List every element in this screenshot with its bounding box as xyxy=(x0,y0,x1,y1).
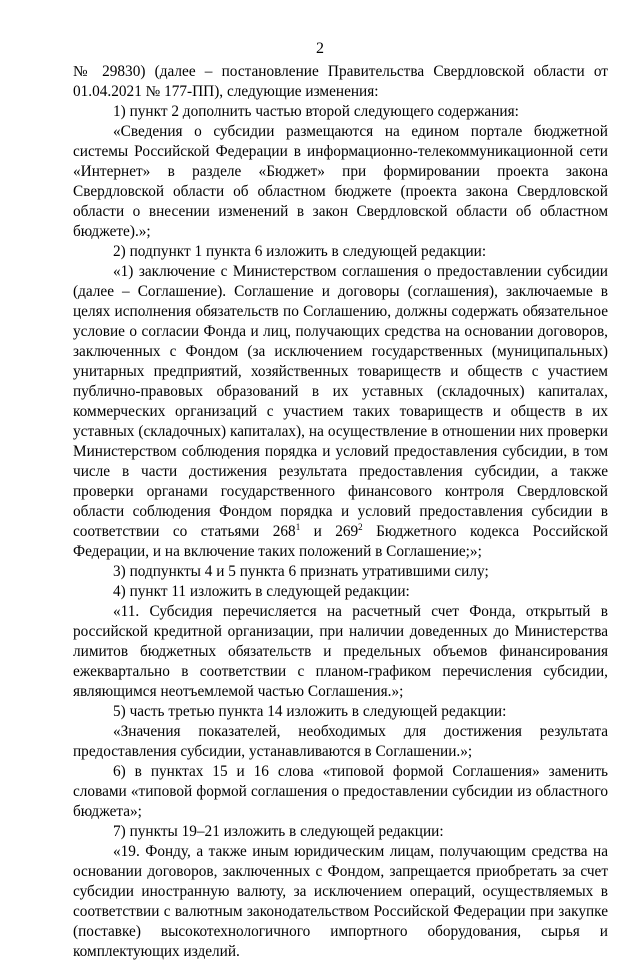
agreement-text-part-2: и 269 xyxy=(300,523,359,540)
article-superscript-1: 1 xyxy=(295,521,301,532)
agreement-text-part-1: «1) заключение с Министерством соглашения о предоставлении субсидии (далее – Соглашение). Соглашение и договоры (соглашения), заключаемые в целях исполнения обязательств по Соглашению, должны содержать обязательное условие о согласии Фонда и лиц, получающих средства на основании договоров, заключенных с Фондом (за исключением государственных (муниципальных) унитарных предприятий, хозяйственных товариществ и обществ с участием публично-правовых образований в их уставных (складочных) капиталах, коммерческих организаций с участием таких товариществ и обществ в их уставных (складочных) капиталах), на осуществление в отношении них проверки Министерством соблюдения порядка и условий предоставления субсидии, в том числе в части достижения результата предоставления субсидии, а также проверки органами государственного финансового контроля Свердловской области соблюдения Фондом порядка и условий предоставления субсидии в соответствии со статьями 268 xyxy=(73,263,608,540)
page-number: 2 xyxy=(316,40,324,57)
paragraph-item-1: 1) пункт 2 дополнить частью второй следующего содержания: xyxy=(113,103,519,120)
paragraph-quote-point-19: «19. Фонду, а также иным юридическим лицам, получающим средства на основании договоров, заключенных с Фондом, запрещается приобретать за счет субсидии иностранную валюту, за исключением операций, осуществляемых в соответствии с валютным законодательством Российской Федерации при закупке (поставке) высокотехнологичного импортного оборудования, сырья и комплектующих изделий. xyxy=(73,843,608,960)
paragraph-item-5: 5) часть третью пункта 14 изложить в следующей редакции: xyxy=(113,703,507,720)
paragraph-quote-agreement xyxy=(73,262,608,562)
article-superscript-2: 2 xyxy=(358,521,363,532)
paragraph-item-6: 6) в пунктах 15 и 16 слова «типовой формой Соглашения» заменить словами «типовой формой соглашения о предоставлении субсидии из областного бюджета»; xyxy=(73,763,608,820)
paragraph-quote-subsidy-info: «Сведения о субсидии размещаются на едином портале бюджетной системы Российской Федерации в информационно-телекоммуникационной сети «Интернет» в разделе «Бюджет» при формировании проекта закона Свердловской области об областном бюджете (проекта закона Свердловской области о внесении изменений в закон Свердловской области об областном бюджете).»; xyxy=(73,123,608,240)
paragraph-quote-indicators: «Значения показателей, необходимых для достижения результата предоставления субсидии, устанавливаются в Соглашении.»; xyxy=(73,723,608,760)
paragraph-quote-point-11: «11. Субсидия перечисляется на расчетный счет Фонда, открытый в российской кредитной организации, при наличии доведенных до Министерства лимитов бюджетных обязательств и предельных объемов финансирования ежеквартально в соответствии с планом-графиком перечисления субсидии, являющимся неотъемлемой частью Соглашения.»; xyxy=(73,603,608,700)
paragraph-continuation: № 29830) (далее – постановление Правительства Свердловской области от 01.04.2021 № 177-ПП), следующие изменения: xyxy=(73,63,608,100)
paragraph-item-3: 3) подпункты 4 и 5 пункта 6 признать утратившими силу; xyxy=(113,563,489,580)
paragraph-item-2: 2) подпункт 1 пункта 6 изложить в следующей редакции: xyxy=(113,243,487,260)
document-body xyxy=(73,62,608,962)
agreement-text-part-3: Бюджетного кодекса Российской Федерации, и на включение таких положений в Соглашение;»; xyxy=(73,523,608,560)
paragraph-item-7: 7) пункты 19–21 изложить в следующей редакции: xyxy=(113,823,444,840)
paragraph-item-4: 4) пункт 11 изложить в следующей редакции: xyxy=(113,583,410,600)
